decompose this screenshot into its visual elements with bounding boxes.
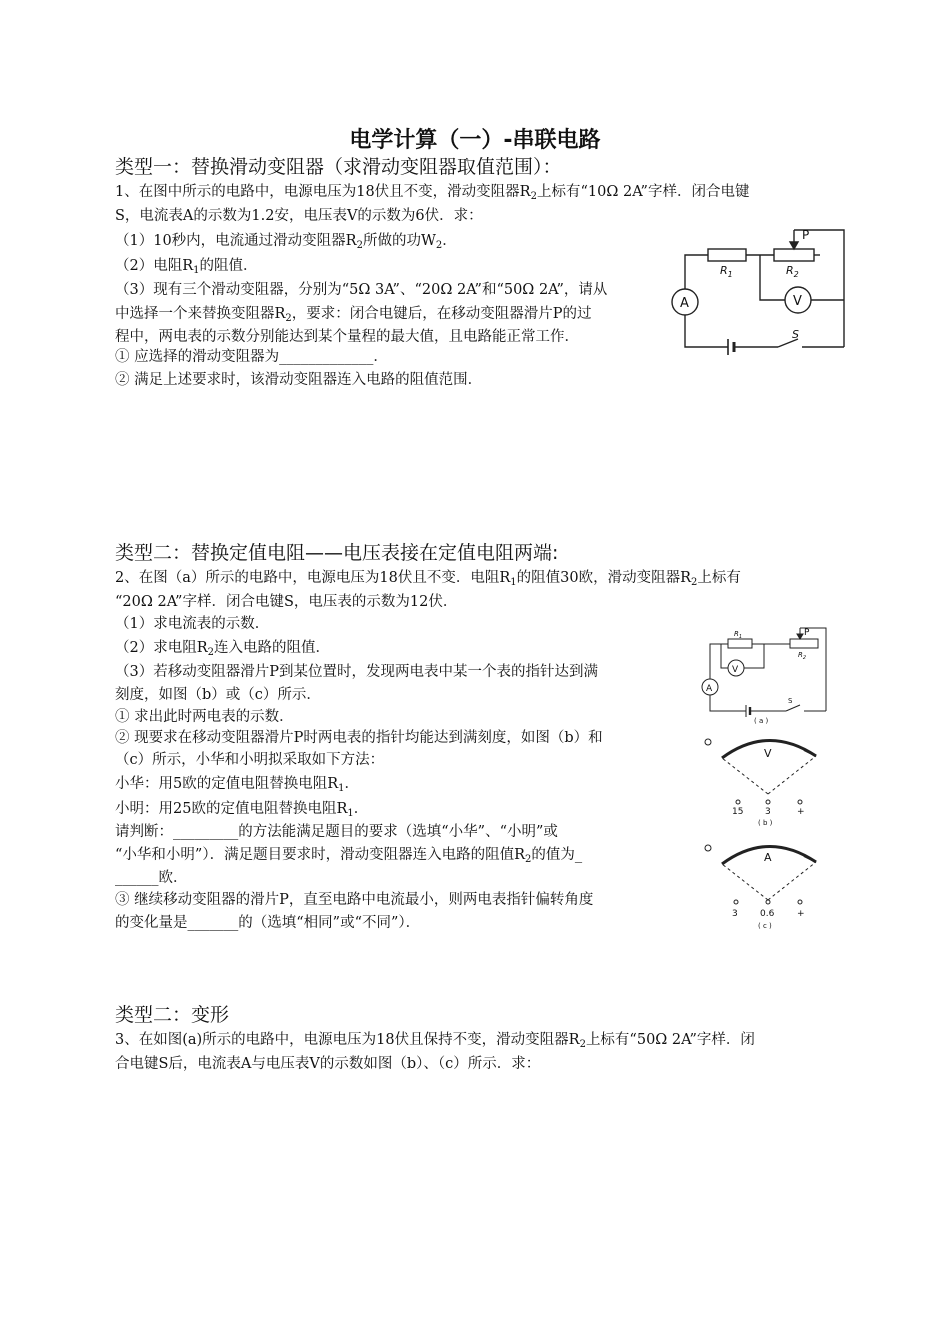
fig1-label-p: P [802,228,810,242]
dial-c-caption: ( c ) [758,922,772,930]
q1-line2: S，电流表A的示数为1.2安，电压表V的示数为6伏．求： [115,208,483,224]
q2-part3-line2: 刻度，如图（b）或（c）所示． [115,687,321,703]
q2-xiaoming: 小明：用25欧的定值电阻替换电阻$R_1$． [115,801,369,819]
dial-c-terminal-1: 3 [732,909,738,919]
fig1-label-r1: $R_1$ [720,264,733,279]
dial-b-meter-label: V [764,747,772,760]
dial-c-meter-label: A [764,851,772,864]
q2-part2: （2）求电阻$R_2$连入电路的阻值． [115,640,331,658]
q1-part3-line1: （3）现有三个滑动变阻器，分别为“5Ω 3A”、“20Ω 2A”和“50Ω 2A”，请从 [115,282,608,298]
fig2a-label-r2: $R_2$ [798,651,807,661]
q2-sub3-line2: 的变化量是_______的（选填“相同”或“不同”）． [115,915,421,931]
q2-sub2-line2: （c）所示，小华和小明拟采取如下方法： [115,752,385,768]
q3-line1: 3、在如图(a)所示的电路中，电源电压为18伏且保持不变，滑动变阻器$R_2$上标有“50Ω 2A”字样．闭 [115,1032,755,1050]
ammeter-dial-figure-c [700,836,840,936]
dial-b-terminal-3: + [797,807,805,817]
q2-sub1: ① 求出此时两电表的示数． [115,709,294,725]
fig2a-caption: ( a ) [754,717,769,725]
section3-heading: 类型二：变形 [115,1004,230,1026]
q2-sub2-line1: ② 现要求在移动变阻器滑片P时两电表的指针均能达到满刻度，如图（b）和 [115,730,603,746]
section1-heading: 类型一：替换滑动变阻器（求滑动变阻器取值范围）： [115,156,562,178]
q1-part3-line3: 程中，两电表的示数分别能达到某个量程的最大值，且电路能正常工作． [115,329,579,345]
fig1-voltmeter-label: V [793,294,802,309]
q2-line1: 2、在图（a）所示的电路中，电源电压为18伏且不变．电阻$R_1$的阻值30欧，滑动变阻器$R_2$上标有 [115,570,741,588]
q2-part3-line1: （3）若移动变阻器滑片P到某位置时，发现两电表中某一个表的指针达到满 [115,664,598,680]
q2-judge-line2: “小华和小明”）．满足题目要求时，滑动变阻器连入电路的阻值$R_2$的值为_ [115,847,583,865]
q1-sub2: ② 满足上述要求时，该滑动变阻器连入电路的阻值范围． [115,372,483,388]
fig1-label-r2: $R_2$ [786,264,799,279]
q1-line1: 1、在图中所示的电路中，电源电压为18伏且不变，滑动变阻器$R_2$上标有“10Ω 2A”字样．闭合电键 [115,184,750,202]
dial-b-caption: ( b ) [758,819,773,827]
fig2a-label-r1: $R_1$ [734,630,743,640]
q2-judge-line3: ______欧． [115,870,188,886]
page-title: 电学计算（一）-串联电路 [349,128,601,153]
q2-sub3-line1: ③ 继续移动变阻器的滑片P，直至电路中电流最小，则两电表指针偏转角度 [115,892,594,908]
dial-c-terminal-2: 0.6 [760,909,775,919]
q2-xiaohua: 小华：用5欧的定值电阻替换电阻$R_1$． [115,776,360,794]
q3-line2: 合电键S后，电流表A与电压表V的示数如图（b）、（c）所示．求： [115,1056,541,1072]
dial-b-terminal-2: 3 [765,807,771,817]
circuit-figure-1 [668,222,853,357]
dial-c-terminal-3: + [797,909,805,919]
section2-heading: 类型二：替换定值电阻——电压表接在定值电阻两端: [115,542,559,564]
q1-part2: （2）电阻$R_1$的阻值． [115,258,258,276]
q2-judge-line1: 请判断：_________的方法能满足题目的要求（选填“小华”、“小明”或 [115,824,558,840]
voltmeter-dial-figure-b [700,730,840,830]
fig2a-voltmeter-label: V [732,665,739,675]
circuit-figure-2a [696,622,836,727]
q2-part1: （1）求电流表的示数． [115,616,270,632]
fig2a-label-p: P [804,628,810,638]
fig2a-ammeter-label: A [706,684,713,694]
q1-part3-line2: 中选择一个来替换变阻器$R_2$，要求：闭合电键后，在移动变阻器滑片P的过 [115,306,592,324]
q1-part1: （1）10秒内，电流通过滑动变阻器$R_2$所做的功$W_2$． [115,233,457,251]
fig1-ammeter-label: A [680,296,689,311]
dial-b-terminal-1: 15 [732,807,744,817]
q1-sub1: ① 应选择的滑动变阻器为_____________． [115,349,388,365]
fig1-switch-label: S [792,328,799,341]
fig2a-switch-label: S [788,697,793,705]
q2-line2: “20Ω 2A”字样．闭合电键S，电压表的示数为12伏． [115,594,458,610]
